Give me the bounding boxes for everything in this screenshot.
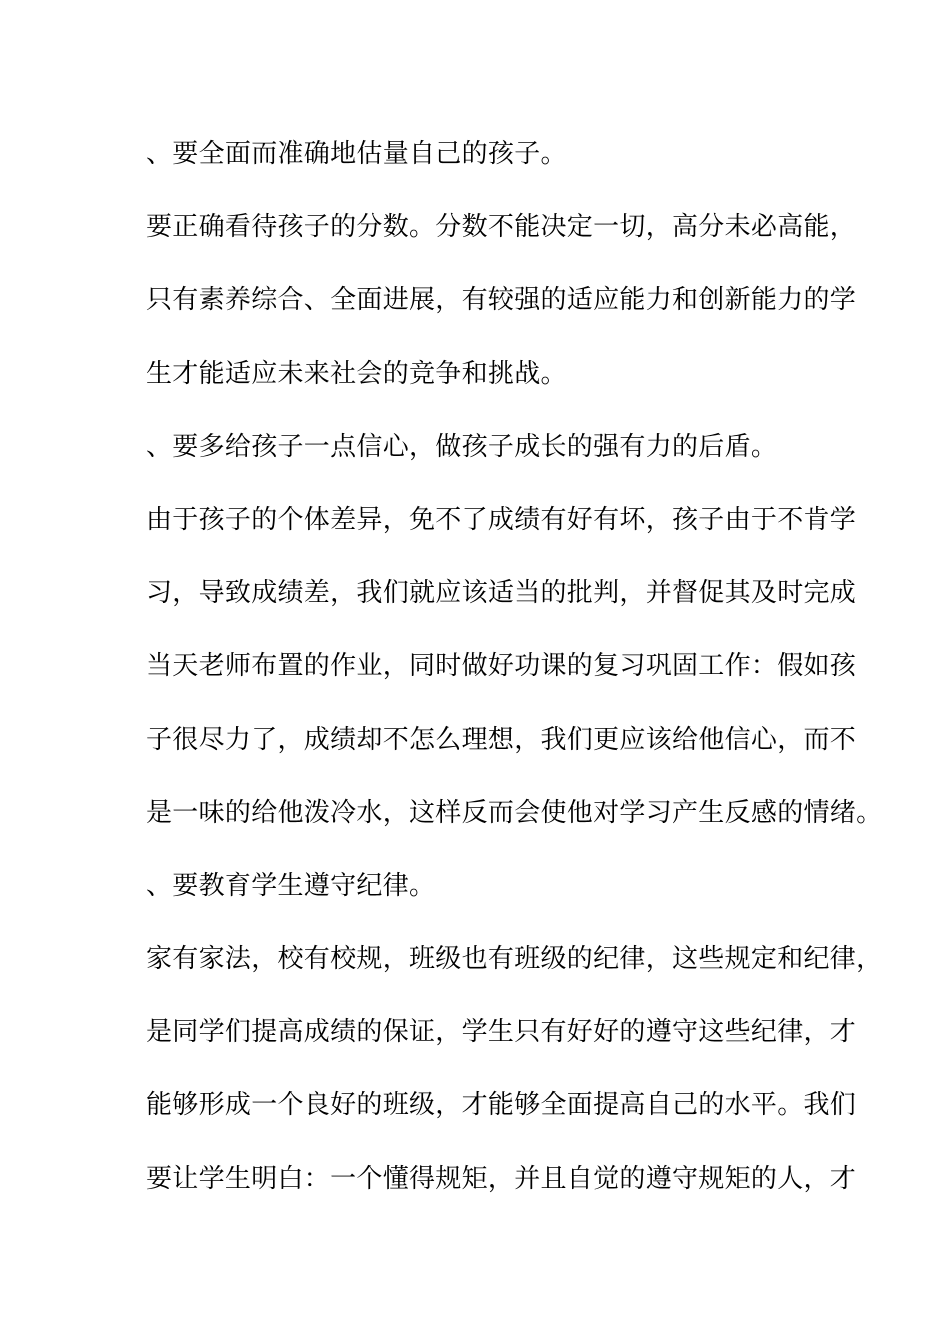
paragraph-line: 是一味的给他泼冷水，这样反而会使他对学习产生反感的情绪。 bbox=[146, 797, 883, 828]
paragraph-line: 生才能适应未来社会的竞争和挑战。 bbox=[146, 358, 567, 389]
paragraph-line: 家有家法，校有校规，班级也有班级的纪律，这些规定和纪律， bbox=[146, 944, 883, 975]
paragraph-line: 只有素养综合、全面进展，有较强的适应能力和创新能力的学 bbox=[146, 285, 857, 316]
paragraph-line: 要正确看待孩子的分数。分数不能决定一切，高分未必高能， bbox=[146, 212, 857, 243]
paragraph-line: 要让学生明白：一个懂得规矩，并且自觉的遵守规矩的人，才 bbox=[146, 1163, 857, 1194]
section-heading-1: 、要全面而准确地估量自己的孩子。 bbox=[146, 139, 567, 169]
paragraph-line: 由于孩子的个体差异，免不了成绩有好有坏，孩子由于不肯学 bbox=[146, 504, 857, 535]
section-heading-3: 、要教育学生遵守纪律。 bbox=[146, 870, 436, 901]
document-body bbox=[146, 132, 883, 1230]
paragraph-line: 当天老师布置的作业，同时做好功课的复习巩固工作：假如孩 bbox=[146, 651, 857, 682]
paragraph-line: 能够形成一个良好的班级，才能够全面提高自己的水平。我们 bbox=[146, 1090, 857, 1121]
paragraph-line: 是同学们提高成绩的保证，学生只有好好的遵守这些纪律，才 bbox=[146, 1017, 857, 1048]
paragraph-line: 子很尽力了，成绩却不怎么理想，我们更应该给他信心，而不 bbox=[146, 724, 857, 755]
section-heading-2: 、要多给孩子一点信心，做孩子成长的强有力的后盾。 bbox=[146, 431, 778, 462]
paragraph-line: 习，导致成绩差，我们就应该适当的批判，并督促其及时完成 bbox=[146, 578, 857, 609]
